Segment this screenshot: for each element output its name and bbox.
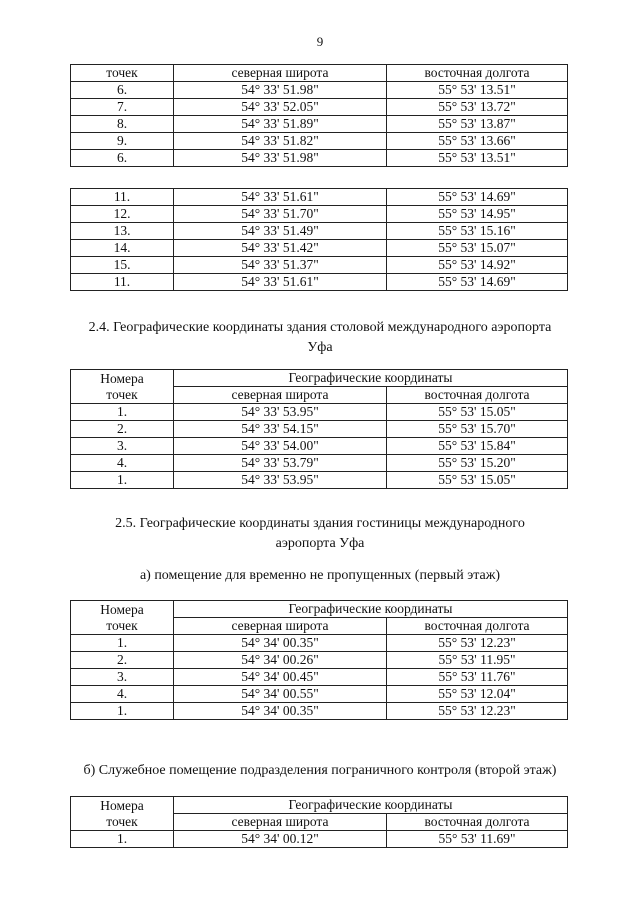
header-latitude: северная широта bbox=[174, 65, 387, 82]
table-row bbox=[71, 438, 568, 455]
header-points bbox=[71, 601, 174, 635]
table-row bbox=[71, 150, 568, 167]
point-number: 3. bbox=[71, 669, 174, 686]
coordinates-table-canteen bbox=[70, 369, 568, 489]
point-number: 1. bbox=[71, 472, 174, 489]
table-row bbox=[71, 703, 568, 720]
latitude-cell: 54° 33' 53.95" bbox=[174, 404, 387, 421]
header-latitude: северная широта bbox=[174, 387, 387, 404]
table-row bbox=[71, 669, 568, 686]
latitude-cell: 54° 33' 51.82" bbox=[174, 133, 387, 150]
header-coordinates: Географические координаты bbox=[174, 797, 568, 814]
table-row bbox=[71, 116, 568, 133]
table-row bbox=[71, 421, 568, 438]
section-heading-line: Уфа bbox=[307, 340, 333, 355]
point-number: 8. bbox=[71, 116, 174, 133]
point-number: 13. bbox=[71, 223, 174, 240]
header-points: точек bbox=[71, 65, 174, 82]
section-2-5-heading bbox=[0, 514, 640, 554]
point-number: 2. bbox=[71, 652, 174, 669]
longitude-cell: 55° 53' 11.76" bbox=[387, 669, 568, 686]
point-number: 2. bbox=[71, 421, 174, 438]
longitude-cell: 55° 53' 14.92" bbox=[387, 257, 568, 274]
coordinates-table-hotel-first-floor bbox=[70, 600, 568, 720]
latitude-cell: 54° 33' 51.89" bbox=[174, 116, 387, 133]
header-latitude: северная широта bbox=[174, 618, 387, 635]
longitude-cell: 55° 53' 15.70" bbox=[387, 421, 568, 438]
header-points bbox=[71, 797, 174, 831]
header-longitude: восточная долгота bbox=[387, 387, 568, 404]
section-2-4-heading bbox=[0, 318, 640, 358]
page-number: 9 bbox=[316, 34, 324, 49]
table-row bbox=[71, 240, 568, 257]
point-number: 11. bbox=[71, 189, 174, 206]
latitude-cell: 54° 34' 00.35" bbox=[174, 703, 387, 720]
latitude-cell: 54° 34' 00.55" bbox=[174, 686, 387, 703]
point-number: 11. bbox=[71, 274, 174, 291]
coordinates-table-border-control-office bbox=[70, 796, 568, 848]
header-latitude: северная широта bbox=[174, 814, 387, 831]
latitude-cell: 54° 33' 51.98" bbox=[174, 82, 387, 99]
point-number: 6. bbox=[71, 150, 174, 167]
point-number: 4. bbox=[71, 455, 174, 472]
longitude-cell: 55° 53' 11.95" bbox=[387, 652, 568, 669]
header-longitude: восточная долгота bbox=[387, 65, 568, 82]
latitude-cell: 54° 33' 51.49" bbox=[174, 223, 387, 240]
longitude-cell: 55° 53' 13.51" bbox=[387, 150, 568, 167]
longitude-cell: 55° 53' 15.05" bbox=[387, 404, 568, 421]
table-header-row bbox=[71, 65, 568, 82]
header-longitude: восточная долгота bbox=[387, 814, 568, 831]
section-heading-line: 2.4. Географические координаты здания столовой международного аэропорта bbox=[88, 320, 552, 335]
latitude-cell: 54° 34' 00.12" bbox=[174, 831, 387, 848]
coordinates-table-points-11-15 bbox=[70, 188, 568, 291]
longitude-cell: 55° 53' 13.87" bbox=[387, 116, 568, 133]
longitude-cell: 55° 53' 12.23" bbox=[387, 635, 568, 652]
latitude-cell: 54° 34' 00.26" bbox=[174, 652, 387, 669]
longitude-cell: 55° 53' 12.23" bbox=[387, 703, 568, 720]
table-row bbox=[71, 274, 568, 291]
section-heading-line: 2.5. Географические координаты здания гостиницы международного bbox=[115, 516, 525, 531]
longitude-cell: 55° 53' 13.66" bbox=[387, 133, 568, 150]
longitude-cell: 55° 53' 15.16" bbox=[387, 223, 568, 240]
longitude-cell: 55° 53' 14.95" bbox=[387, 206, 568, 223]
table-row bbox=[71, 206, 568, 223]
point-number: 15. bbox=[71, 257, 174, 274]
table-header-row bbox=[71, 797, 568, 814]
point-number: 1. bbox=[71, 635, 174, 652]
table-row bbox=[71, 635, 568, 652]
table-row bbox=[71, 831, 568, 848]
header-coordinates: Географические координаты bbox=[174, 601, 568, 618]
longitude-cell: 55° 53' 13.51" bbox=[387, 82, 568, 99]
header-points-line: Номера bbox=[100, 370, 144, 386]
longitude-cell: 55° 53' 14.69" bbox=[387, 189, 568, 206]
header-points-line: Номера bbox=[100, 797, 144, 813]
header-longitude: восточная долгота bbox=[387, 618, 568, 635]
table-row bbox=[71, 472, 568, 489]
latitude-cell: 54° 33' 51.61" bbox=[174, 274, 387, 291]
table-row bbox=[71, 455, 568, 472]
table-header-row bbox=[71, 370, 568, 387]
subsection-b-heading: б) Служебное помещение подразделения пограничного контроля (второй этаж) bbox=[83, 763, 557, 778]
table-row bbox=[71, 133, 568, 150]
point-number: 9. bbox=[71, 133, 174, 150]
latitude-cell: 54° 33' 53.95" bbox=[174, 472, 387, 489]
latitude-cell: 54° 33' 54.00" bbox=[174, 438, 387, 455]
longitude-cell: 55° 53' 14.69" bbox=[387, 274, 568, 291]
latitude-cell: 54° 33' 54.15" bbox=[174, 421, 387, 438]
table-row bbox=[71, 189, 568, 206]
longitude-cell: 55° 53' 15.05" bbox=[387, 472, 568, 489]
point-number: 3. bbox=[71, 438, 174, 455]
header-coordinates: Географические координаты bbox=[174, 370, 568, 387]
longitude-cell: 55° 53' 15.20" bbox=[387, 455, 568, 472]
latitude-cell: 54° 33' 53.79" bbox=[174, 455, 387, 472]
longitude-cell: 55° 53' 15.84" bbox=[387, 438, 568, 455]
table-row bbox=[71, 257, 568, 274]
point-number: 7. bbox=[71, 99, 174, 116]
header-points-line: точек bbox=[106, 617, 138, 633]
header-points-line: Номера bbox=[100, 601, 144, 617]
latitude-cell: 54° 33' 51.98" bbox=[174, 150, 387, 167]
latitude-cell: 54° 33' 51.61" bbox=[174, 189, 387, 206]
point-number: 12. bbox=[71, 206, 174, 223]
coordinates-table-continued bbox=[70, 64, 568, 167]
point-number: 1. bbox=[71, 404, 174, 421]
point-number: 4. bbox=[71, 686, 174, 703]
latitude-cell: 54° 34' 00.45" bbox=[174, 669, 387, 686]
table-row bbox=[71, 652, 568, 669]
point-number: 1. bbox=[71, 831, 174, 848]
point-number: 6. bbox=[71, 82, 174, 99]
latitude-cell: 54° 33' 52.05" bbox=[174, 99, 387, 116]
latitude-cell: 54° 34' 00.35" bbox=[174, 635, 387, 652]
header-points-line: точек bbox=[106, 813, 138, 829]
point-number: 1. bbox=[71, 703, 174, 720]
header-points-line: точек bbox=[106, 386, 138, 402]
header-points bbox=[71, 370, 174, 404]
latitude-cell: 54° 33' 51.37" bbox=[174, 257, 387, 274]
table-row bbox=[71, 686, 568, 703]
table-row bbox=[71, 82, 568, 99]
longitude-cell: 55° 53' 11.69" bbox=[387, 831, 568, 848]
section-heading-line: аэропорта Уфа bbox=[275, 536, 365, 551]
table-row bbox=[71, 99, 568, 116]
longitude-cell: 55° 53' 15.07" bbox=[387, 240, 568, 257]
longitude-cell: 55° 53' 12.04" bbox=[387, 686, 568, 703]
table-header-row bbox=[71, 601, 568, 618]
point-number: 14. bbox=[71, 240, 174, 257]
latitude-cell: 54° 33' 51.42" bbox=[174, 240, 387, 257]
subsection-a-heading: а) помещение для временно не пропущенных (первый этаж) bbox=[139, 568, 501, 583]
table-row bbox=[71, 223, 568, 240]
longitude-cell: 55° 53' 13.72" bbox=[387, 99, 568, 116]
table-row bbox=[71, 404, 568, 421]
latitude-cell: 54° 33' 51.70" bbox=[174, 206, 387, 223]
